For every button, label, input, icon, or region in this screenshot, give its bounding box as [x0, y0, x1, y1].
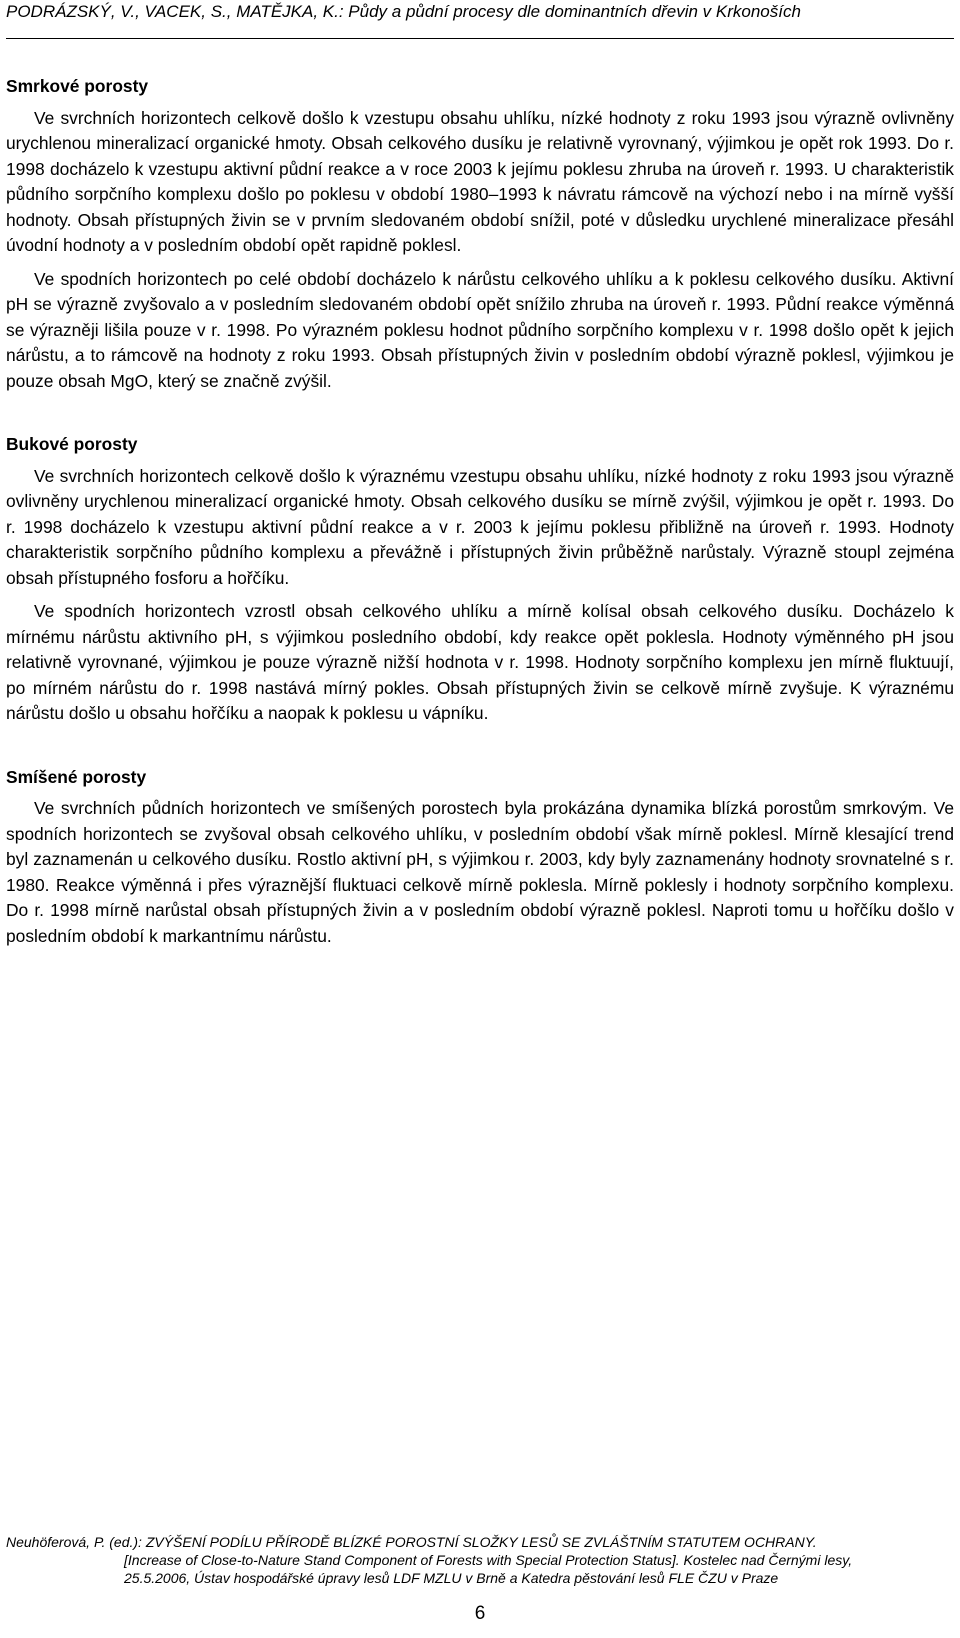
- footer-line: 25.5.2006, Ústav hospodářské úpravy lesů LDF MZLU v Brně a Katedra pěstování lesů FLE ČZU v Praze: [124, 1570, 779, 1586]
- section-title: Smrkové porosty: [6, 76, 149, 96]
- section-title: Bukové porosty: [6, 434, 138, 454]
- page-number: 6: [474, 1603, 486, 1624]
- paragraph: Ve spodních horizontech vzrostl obsah celkového uhlíku a mírně kolísal obsah celkového dusíku. Docházelo k mírnému nárůstu aktivního pH, s výjimkou posledního období, kdy reakce opět poklesla. Hodnoty výměnného pH jsou relativně vyrovnané, výjimkou je pouze výrazně nižší hodnota v r. 1998. Hodnoty sorpčního komplexu jen mírně fluktuují, po mírném nárůstu do r. 1998 nastává mírný pokles. Obsah přístupných živin se celkově mírně zvyšuje. K výraznému nárůstu došlo u obsahu hořčíku a naopak k poklesu u vápníku.: [6, 601, 954, 723]
- section-bukove: [6, 432, 954, 727]
- footer-line: Neuhöferová, P. (ed.): ZVÝŠENÍ PODÍLU PŘÍRODĚ BLÍZKÉ POROSTNÍ SLOŽKY LESŮ SE ZVLÁŠTNÍM STATUTEM OCHRANY.: [6, 1534, 817, 1550]
- paragraph: Ve svrchních půdních horizontech ve smíšených porostech byla prokázána dynamika blízká porostům smrkovým. Ve spodních horizontech se zvyšoval obsah celkového uhlíku, v posledním období však mírně poklesl. Mírně klesající trend byl zaznamenán u celkového dusíku. Rostlo aktivní pH, s výjimkou r. 2003, kdy byly zaznamenány hodnoty srovnatelné s r. 1980. Reakce výměnná i přes výraznější fluktuaci celkově mírně poklesla. Mírně poklesly i hodnoty sorpčního komplexu. Do r. 1998 mírně narůstal obsah přístupných živin a v posledním období výrazně poklesl. Naproti tomu u hořčíku došlo v posledním období k markantnímu nárůstu.: [6, 798, 954, 946]
- paragraph: Ve spodních horizontech po celé období docházelo k nárůstu celkového uhlíku a k poklesu celkového dusíku. Aktivní pH se výrazně zvyšovalo a v posledním sledovaném období opět snížilo zhruba na úroveň r. 1993. Půdní reakce výměnná se výrazněji lišila pouze v r. 1998. Po výrazném poklesu hodnot půdního sorpčního komplexu v r. 1998 došlo opět k jejich nárůstu, a to rámcově na hodnoty z roku 1993. Obsah přístupných živin v posledním období výrazně poklesl, výjimkou je pouze obsah MgO, který se značně zvýšil.: [6, 268, 954, 391]
- footer-citation: [6, 1533, 954, 1587]
- running-header: PODRÁZSKÝ, V., VACEK, S., MATĚJKA, K.: Půdy a půdní procesy dle dominantních dřevin v Krkonoších: [6, 2, 801, 21]
- paragraph: Ve svrchních horizontech celkově došlo k vzestupu obsahu uhlíku, nízké hodnoty z roku 1993 jsou výrazně ovlivněny urychlenou mineralizací organické hmoty. Obsah celkového dusíku je relativně vyrovnaný, výjimkou je opět rok 1993. Do r. 1998 docházelo k vzestupu aktivní půdní reakce a v roce 2003 k jejímu poklesu zhruba na úroveň r. 1993. U charakteristik půdního sorpčního komplexu došlo po poklesu v období 1980–1993 k návratu rámcově na výchozí nebo i na mírně vyšší hodnoty. Obsah přístupných živin se v prvním sledovaném období snížil, poté v důsledku urychlené mineralizace přesáhl úvodní hodnoty a v posledním období opět rapidně poklesl.: [6, 107, 954, 255]
- footer-line: [Increase of Close-to-Nature Stand Component of Forests with Special Protection Status]. Kostelec nad Černými lesy,: [124, 1552, 853, 1568]
- section-smrkove: [6, 74, 954, 394]
- section-smisene: [6, 765, 954, 950]
- main-content: [6, 74, 954, 987]
- section-title: Smíšené porosty: [6, 766, 147, 787]
- header-rule: [6, 38, 954, 39]
- paragraph: Ve svrchních horizontech celkově došlo k výraznému vzestupu obsahu uhlíku, nízké hodnoty z roku 1993 jsou výrazně ovlivněny urychlenou mineralizací organické hmoty. Obsah celkového dusíku se mírně zvýšil, výjimkou je opět r. 1993. Do r. 1998 docházelo k vzestupu aktivní půdní reakce a v r. 2003 k jejímu poklesu přibližně na úroveň r. 1993. Hodnoty charakteristik sorpčního půdního komplexu a převážně i přístupných živin průběžně narůstaly. Výrazně stoupl zejména obsah přístupného fosforu a hořčíku.: [6, 465, 954, 588]
